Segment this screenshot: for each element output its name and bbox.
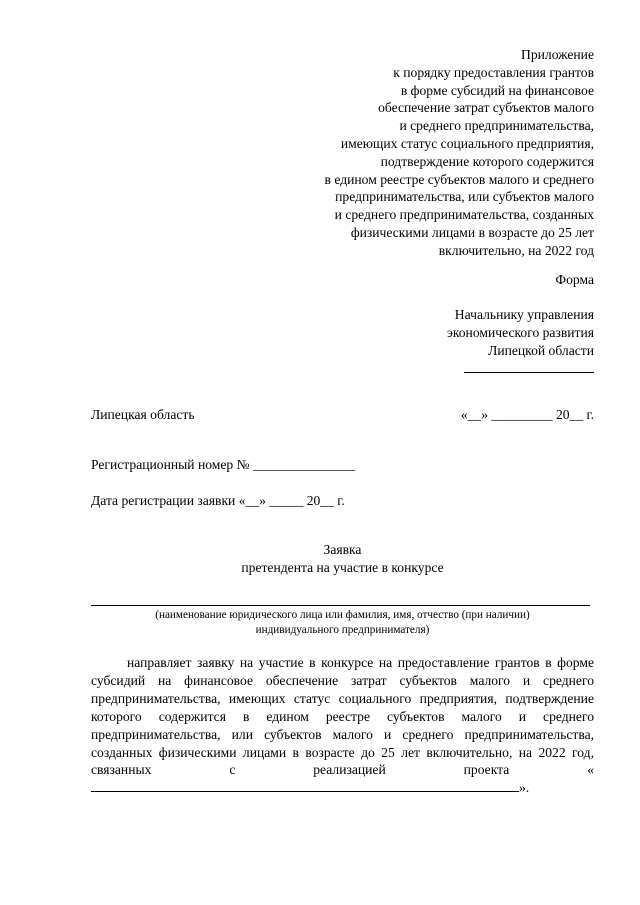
appendix-line: в едином реестре субъектов малого и среднего — [324, 171, 594, 187]
addressee-line: Липецкой области — [488, 342, 594, 358]
registration-number-field[interactable]: _______________ — [252, 457, 355, 472]
registration-date-row[interactable] — [91, 492, 345, 510]
appendix-line: обеспечение затрат субъектов малого — [378, 100, 594, 116]
addressee-name-field[interactable] — [464, 359, 594, 373]
registration-number-row — [91, 456, 355, 474]
appendix-line: имеющих статус социального предприятия, — [340, 135, 594, 151]
place-label: Липецкая область — [91, 407, 195, 422]
addressee-line: Начальнику управления — [454, 307, 594, 322]
date-field[interactable]: «__» _________ 20__ г. — [460, 407, 594, 422]
appendix-line: физическими лицами в возрасте до 25 лет — [350, 224, 594, 240]
project-name-field[interactable] — [91, 779, 519, 792]
title-line: Заявка — [323, 542, 362, 557]
applicant-name-field[interactable] — [91, 605, 590, 606]
appendix-line: включительно, на 2022 год — [438, 242, 594, 258]
body-paragraph: направляет заявку на участие в конкурсе на предоставление грантов в форме субсидий на финансовое обеспечение затрат субъектов малого и среднего предпринимательства, имеющих статус социального предприятия, подтверждение которого содержится в едином реестре субъектов малого и среднего предпринимательства, или субъектов малого и среднего предпринимательства, созданных физическими лицами в возрасте до 25 лет включительно, на 2022 год, связанных с реализацией проекта — [91, 655, 594, 778]
title-line: претендента на участие в конкурсе — [241, 560, 444, 575]
appendix-line: и среднего предпринимательства, созданных — [334, 207, 594, 223]
appendix-line: подтверждение которого содержится — [380, 153, 594, 169]
appendix-line: Приложение — [521, 47, 594, 62]
applicant-name-caption — [91, 608, 594, 638]
appendix-line: предпринимательства, или субъектов малого — [335, 189, 594, 205]
addressee-block — [294, 306, 594, 378]
appendix-header — [234, 46, 594, 260]
registration-number-label: Регистрационный номер № — [91, 457, 250, 472]
project-close-quote: ». — [519, 780, 530, 796]
document-title — [91, 541, 594, 577]
project-open-quote: « — [587, 762, 594, 778]
form-label: Форма — [555, 272, 594, 287]
application-body — [91, 654, 594, 797]
appendix-line: в форме субсидий на финансовое — [400, 82, 594, 98]
caption-line: индивидуального предпринимателя) — [255, 624, 430, 636]
appendix-line: к порядку предоставления грантов — [393, 64, 594, 80]
appendix-line: и среднего предпринимательства, — [399, 118, 594, 134]
addressee-line: экономического развития — [447, 324, 594, 340]
caption-line: (наименование юридического лица или фамилия, имя, отчество (при наличии) — [155, 609, 530, 621]
place-date-row — [91, 406, 594, 424]
registration-date-label: Дата регистрации заявки «__» _____ 20__ г. — [91, 493, 345, 508]
